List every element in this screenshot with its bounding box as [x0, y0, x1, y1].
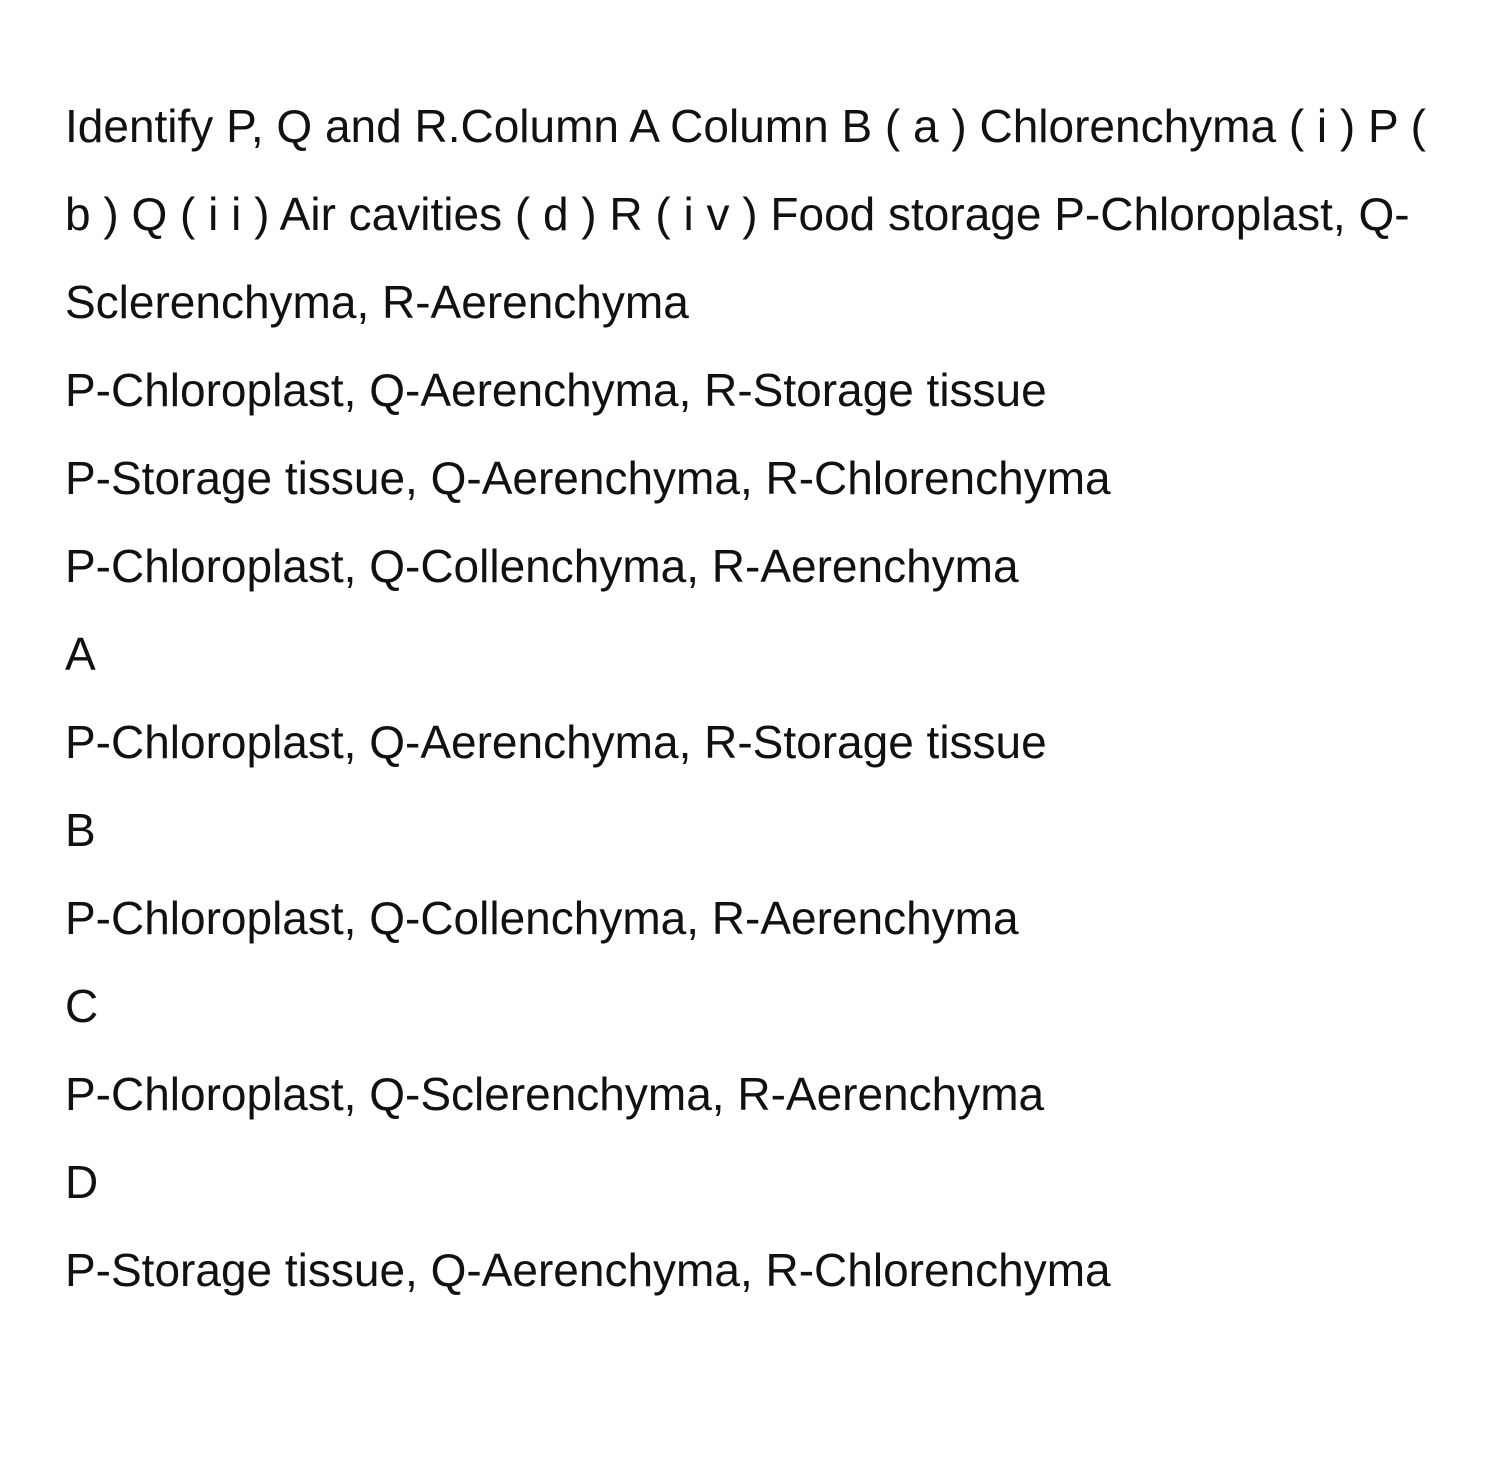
- choice-c-letter: C: [65, 980, 99, 1032]
- choice-d-text: P-Storage tissue, Q-Aerenchyma, R-Chlorenchyma: [65, 1244, 1111, 1296]
- choice-a[interactable]: [65, 610, 1445, 786]
- choice-d-letter: D: [65, 1156, 99, 1208]
- choice-a-letter: A: [65, 628, 96, 680]
- inline-option-3: P-Chloroplast, Q-Collenchyma, R-Aerenchyma: [65, 540, 1019, 592]
- choice-c-text: P-Chloroplast, Q-Sclerenchyma, R-Aerenchyma: [65, 1068, 1045, 1120]
- choice-a-text: P-Chloroplast, Q-Aerenchyma, R-Storage tissue: [65, 716, 1047, 768]
- question-content: [65, 82, 1445, 1314]
- question-stem: Identify P, Q and R.Column A Column B ( a ) Chlorenchyma ( i ) P ( b ) Q ( i i ) Air cavities ( d ) R ( i v ) Food storage P-Chloroplast, Q-Sclerenchyma, R-Aerenchyma: [65, 100, 1426, 328]
- inline-option-1: P-Chloroplast, Q-Aerenchyma, R-Storage tissue: [65, 364, 1047, 416]
- choice-b[interactable]: [65, 786, 1445, 962]
- choice-d[interactable]: [65, 1138, 1445, 1314]
- choice-c[interactable]: [65, 962, 1445, 1138]
- choice-b-text: P-Chloroplast, Q-Collenchyma, R-Aerenchyma: [65, 892, 1019, 944]
- inline-option-2: P-Storage tissue, Q-Aerenchyma, R-Chlorenchyma: [65, 452, 1111, 504]
- choice-b-letter: B: [65, 804, 96, 856]
